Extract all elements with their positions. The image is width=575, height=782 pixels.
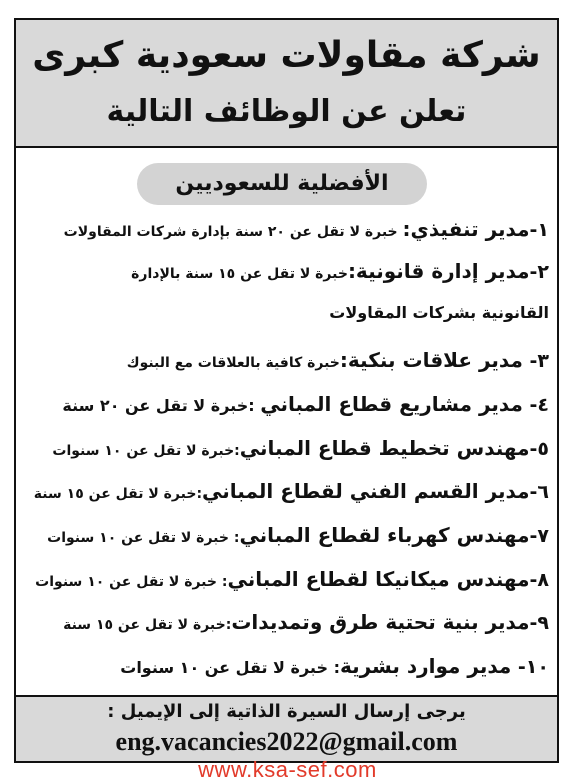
job-requirement: : خبرة لا تقل عن ١٠ سنوات [47,530,240,546]
watermark-url: www.ksa-sef.com [198,757,377,782]
job-row-7 [24,518,549,552]
job-row-9 [24,605,549,639]
job-number: ٩- [529,612,549,634]
job-row-4 [24,387,549,421]
job-row-2-continued [24,296,549,330]
job-number: ١- [529,219,549,241]
job-title: مهندس ميكانيكا لقطاع المباني [227,567,530,591]
job-number: ٧- [529,525,549,547]
job-number: ٢- [529,261,549,283]
job-title: مدير مشاريع قطاع المباني [260,392,523,416]
job-row-8 [24,562,549,596]
job-title: مدير تنفيذي: [402,217,530,241]
job-row-5 [24,431,549,465]
job-requirement: : خبرة لا تقل عن ١٠ سنوات [35,574,228,590]
job-requirement: خبرة لا تقل عن ٢٠ سنة بإدارة شركات المقاولات [63,224,403,240]
header-band [16,20,557,148]
job-number: ٦- [529,481,549,503]
job-title: مدير إدارة قانونية: [347,259,530,283]
job-number: ٨- [529,569,549,591]
job-requirement: :خبرة لا تقل عن ١٠ سنوات [52,443,240,459]
contact-email-link[interactable]: eng.vacancies2022@gmail.com [115,727,458,756]
job-row-10 [24,649,549,683]
job-title: مدير بنية تحتية طرق وتمديدات [231,610,530,634]
contact-footer [16,695,557,761]
saudi-preference-badge: الأفضلية للسعوديين [137,163,427,205]
job-requirement: :خبرة لا تقل عن ١٥ سنة [63,617,232,633]
job-requirement: خبرة كافية بالعلاقات مع البنوك [126,355,340,371]
job-number: ٤- [522,394,549,416]
job-row-6 [24,474,549,508]
job-title: مهندس كهرباء لقطاع المباني [239,523,530,547]
job-row-2 [24,254,549,288]
job-number: ٥- [529,438,549,460]
company-title: شركة مقاولات سعودية كبرى [32,35,541,76]
job-requirement: :خبرة لا تقل عن ١٥ سنة [33,486,203,502]
announcement-subtitle: تعلن عن الوظائف التالية [106,94,467,129]
job-requirement: : خبرة لا تقل عن ١٠ سنوات [120,658,340,677]
job-row-1 [24,212,549,246]
job-number: ١٠- [511,656,549,678]
job-title: مهندس تخطيط قطاع المباني [239,436,530,460]
job-requirement: القانونية بشركات المقاولات [329,303,549,322]
job-ad [14,18,559,763]
job-title: مدير القسم الفني لقطاع المباني [202,479,530,503]
job-title: مدير موارد بشرية [339,654,512,678]
job-requirement: خبرة لا تقل عن ١٥ سنة بالإدارة [131,266,348,282]
job-title: مدير علاقات بنكية: [339,348,523,372]
cv-instruction: يرجى إرسال السيرة الذاتية إلى الإيميل : [107,701,466,722]
job-requirement: :خبرة لا تقل عن ٢٠ سنة [62,396,261,415]
job-number: ٣- [522,350,549,372]
job-row-3 [24,343,549,377]
